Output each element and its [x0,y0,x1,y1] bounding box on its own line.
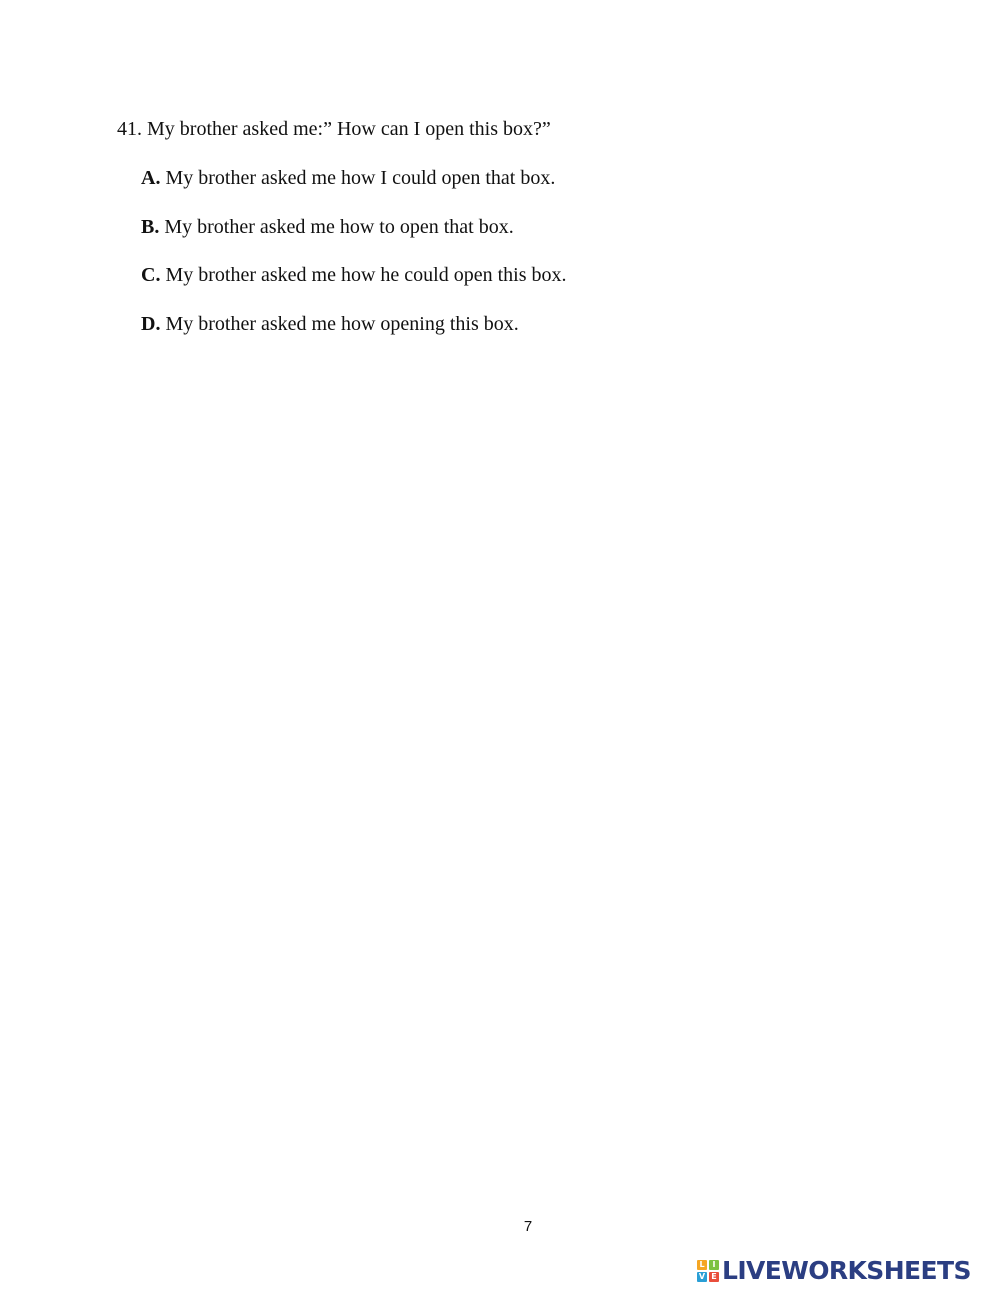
option-a[interactable] [141,166,567,190]
option-letter: C. [141,264,161,287]
logo-tile-l: L [697,1260,707,1270]
logo-tile-e: E [709,1272,719,1282]
brand-name: LIVEWORKSHEETS [722,1256,971,1285]
liveworksheets-logo-icon [697,1260,719,1282]
option-text: My brother asked me how opening this box. [160,313,519,336]
page-number: 7 [523,1218,533,1235]
option-c[interactable] [141,263,567,287]
option-letter: D. [141,313,161,336]
question-text: 41. My brother asked me:” How can I open this box?” [117,118,551,140]
logo-tile-v: V [698,1272,706,1281]
option-b[interactable] [141,215,567,239]
answer-options [141,166,567,361]
logo-tile-i: I [709,1260,719,1270]
liveworksheets-brand[interactable] [697,1256,971,1286]
option-text: My brother asked me how to open that box. [159,215,514,238]
option-text: My brother asked me how he could open this box. [160,264,567,287]
option-text: My brother asked me how I could open that box. [160,167,556,189]
option-letter: B. [141,215,160,238]
option-d[interactable] [141,312,567,336]
option-letter: A. [141,167,161,189]
